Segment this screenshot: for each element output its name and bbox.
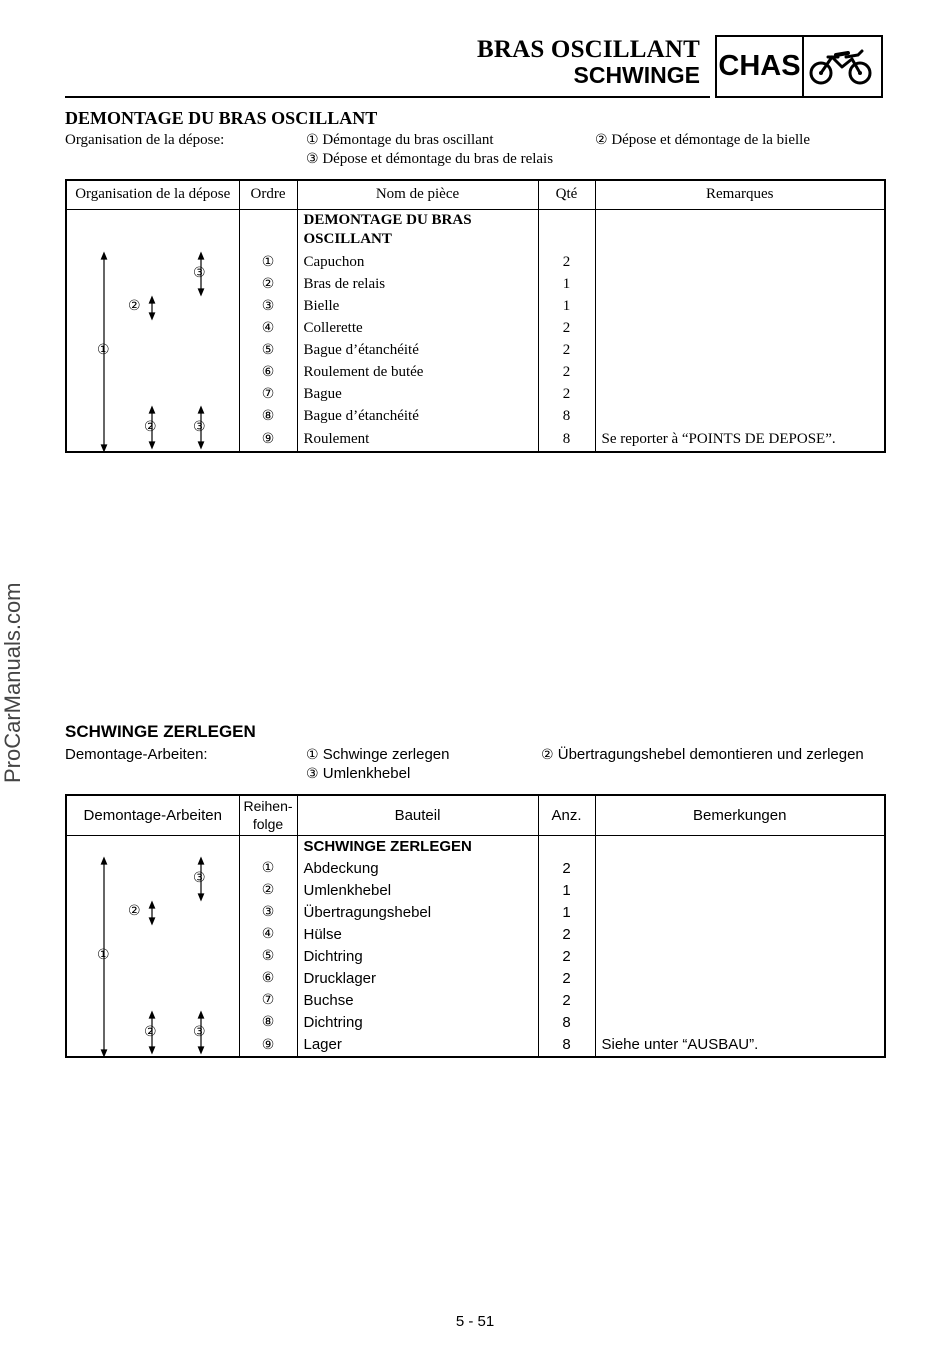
table-row: ⑨ Roulement 8 Se reporter à “POINTS DE DEPOSE”. bbox=[66, 427, 885, 452]
org-item-de-3: ③ Umlenkhebel bbox=[306, 765, 411, 782]
org-item-fr-3: ③ Dépose et démontage du bras de relais bbox=[306, 151, 554, 167]
table-row: ④ Hülse 2 bbox=[66, 923, 885, 945]
table-row: ⑨ Lager 8 Siehe unter “AUSBAU”. bbox=[66, 1033, 885, 1057]
header-rule bbox=[65, 96, 710, 98]
table-header-row bbox=[66, 795, 885, 835]
col-header: Bauteil bbox=[297, 795, 538, 835]
removal-diagram-cell bbox=[66, 835, 239, 1057]
col-header: Nom de pièce bbox=[297, 180, 538, 209]
col-header: Demontage-Arbeiten bbox=[66, 795, 239, 835]
col-header: Reihen-folge bbox=[239, 795, 297, 835]
group-title: DEMONTAGE DU BRAS OSCILLANT bbox=[297, 209, 538, 251]
org-item-de-1: ① Schwinge zerlegen bbox=[306, 746, 450, 763]
section-title-de: SCHWINGE ZERLEGEN bbox=[65, 722, 256, 741]
group-title-row bbox=[66, 835, 885, 857]
org-label-de: Demontage-Arbeiten: bbox=[65, 746, 208, 763]
table-header-row bbox=[66, 180, 885, 209]
org-item-fr-2: ② Dépose et démontage de la bielle bbox=[595, 132, 810, 148]
diagram-label: ② bbox=[144, 418, 157, 435]
col-header: Organisation de la dépose bbox=[66, 180, 239, 209]
group-title: SCHWINGE ZERLEGEN bbox=[297, 835, 538, 857]
table-row: ⑥ Roulement de butée 2 bbox=[66, 361, 885, 383]
table-row: ② Bras de relais 1 bbox=[66, 273, 885, 295]
table-row: ⑤ Dichtring 2 bbox=[66, 945, 885, 967]
table-row: ① Abdeckung 2 bbox=[66, 857, 885, 879]
section-title-fr: DEMONTAGE DU BRAS OSCILLANT bbox=[65, 108, 378, 128]
page-number: 5 - 51 bbox=[455, 1313, 495, 1330]
table-row: ⑦ Bague 2 bbox=[66, 383, 885, 405]
header-title-fr: BRAS OSCILLANT bbox=[476, 36, 700, 63]
col-header: Qté bbox=[538, 180, 595, 209]
section-tag-box bbox=[715, 35, 883, 98]
diagram-label: ① bbox=[97, 341, 110, 358]
table-row: ③ Bielle 1 bbox=[66, 295, 885, 317]
org-label-fr: Organisation de la dépose: bbox=[65, 132, 225, 148]
group-title-row bbox=[66, 209, 885, 251]
diagram-label: ② bbox=[128, 297, 141, 314]
procedure-table-de bbox=[65, 794, 886, 1058]
col-header: Remarques bbox=[595, 180, 885, 209]
table-row: ⑥ Drucklager 2 bbox=[66, 967, 885, 989]
table-row: ⑧ Bague d’étanchéité 8 bbox=[66, 405, 885, 427]
diagram-label: ① bbox=[97, 946, 110, 963]
procedure-table-fr bbox=[65, 179, 886, 453]
diagram-label: ③ bbox=[193, 869, 206, 886]
table-row: ① Capuchon 2 bbox=[66, 251, 885, 273]
header-title-de: SCHWINGE bbox=[573, 62, 700, 88]
section-tag: CHAS bbox=[717, 37, 804, 96]
motorcycle-icon bbox=[808, 45, 874, 87]
table-row: ⑧ Dichtring 8 bbox=[66, 1011, 885, 1033]
table-row: ③ Übertragungshebel 1 bbox=[66, 901, 885, 923]
watermark: ProCarManuals.com bbox=[0, 582, 25, 783]
org-item-de-2: ② Übertragungshebel demontieren und zerlegen bbox=[541, 746, 864, 763]
diagram-label: ③ bbox=[193, 264, 206, 281]
table-row: ⑦ Buchse 2 bbox=[66, 989, 885, 1011]
col-header: Anz. bbox=[538, 795, 595, 835]
diagram-label: ③ bbox=[193, 418, 206, 435]
diagram-label: ② bbox=[128, 902, 141, 919]
diagram-label: ③ bbox=[193, 1023, 206, 1040]
table-row: ④ Collerette 2 bbox=[66, 317, 885, 339]
table-row: ② Umlenkhebel 1 bbox=[66, 879, 885, 901]
table-row: ⑤ Bague d’étanchéité 2 bbox=[66, 339, 885, 361]
removal-order-diagram bbox=[67, 210, 240, 453]
removal-diagram-cell bbox=[66, 209, 239, 452]
diagram-label: ② bbox=[144, 1023, 157, 1040]
col-header: Bemerkungen bbox=[595, 795, 885, 835]
org-item-fr-1: ① Démontage du bras oscillant bbox=[306, 132, 494, 148]
col-header: Ordre bbox=[239, 180, 297, 209]
